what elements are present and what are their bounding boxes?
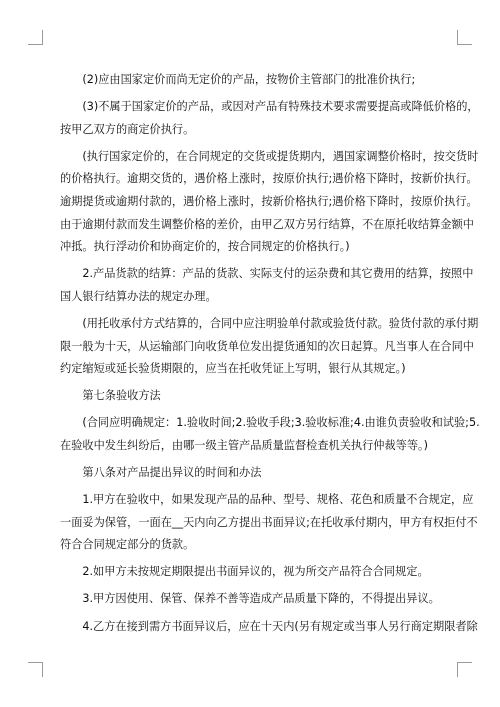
text-line: 在验收中发生纠纷后，由哪一级主管产品质量监督检查机关执行仲裁等等。) <box>60 438 428 452</box>
text-line: 第七条验收方法 <box>60 389 161 403</box>
text-line: (合同应明确规定：1.验收时间;2.验收手段;3.验收标准;4.由谁负责验收和试验;5. <box>60 416 480 430</box>
text-line: 1.甲方在验收中，如果发现产品的品种、型号、规格、花色和质量不合规定，应 <box>60 493 474 507</box>
text-line: (3)不属于国家定价的产品，或因对产品有特殊技术要求需要提高或降低价格的， <box>60 100 479 114</box>
text-line: (用托收承付方式结算的，合同中应注明验单付款或验货付款。验货付款的承付期 <box>60 316 479 330</box>
paragraph <box>60 96 479 141</box>
paragraph <box>60 462 446 485</box>
crop-mark-top-left <box>28 30 43 45</box>
paragraph <box>60 313 479 381</box>
text-line: 限一般为十天，从运输部门向收货单位发出提货通知的次日起算。凡当事人在合同中 <box>60 339 474 353</box>
text-line: 3.甲方因使用、保管、保养不善等造成产品质量下降的，不得提出异议。 <box>60 592 440 606</box>
text-line: 的价格执行。逾期交货的，遇价格上涨时，按原价执行;遇价格下降时，按新价执行。 <box>60 172 478 186</box>
crop-mark-bottom-right <box>457 662 472 677</box>
paragraph <box>60 561 446 584</box>
text-line: 一面妥为保管，一面在__天内向乙方提出书面异议;在托收承付期内，甲方有权拒付不 <box>60 515 478 529</box>
text-line: 符合合同规定部分的货款。 <box>60 538 195 552</box>
text-line: 由于逾期付款而发生调整价格的差价，由甲乙双方另行结算，不在原托收结算金额中 <box>60 217 474 231</box>
document-body <box>60 69 480 643</box>
paragraph <box>60 263 474 308</box>
text-line: 2.如甲方未按规定期限提出书面异议的，视为所交产品符合合同规定。 <box>60 565 429 579</box>
text-line: 2.产品货款的结算：产品的货款、实际支付的运杂费和其它费用的结算，按照中 <box>60 267 474 281</box>
paragraph <box>60 385 446 408</box>
paragraph <box>60 146 479 259</box>
paragraph <box>60 69 446 92</box>
text-line: 第八条对产品提出异议的时间和办法 <box>60 466 262 479</box>
crop-mark-top-right <box>457 30 472 45</box>
text-line: 按甲乙双方的商定价执行。 <box>60 122 195 136</box>
text-line: (执行国家定价的，在合同规定的交货或提货期内，遇国家调整价格时，按交货时 <box>60 149 479 163</box>
text-line: (2)应由国家定价而尚无定价的产品，按物价主管部门的批准价执行; <box>60 73 416 86</box>
paragraph <box>60 412 480 457</box>
text-line: 4.乙方在接到需方书面异议后，应在十天内(另有规定或当事人另行商定期限者除 <box>60 619 478 633</box>
text-line: 冲抵。执行浮动价和协商定价的，按合同规定的价格执行。) <box>60 240 350 254</box>
text-line: 逾期提货或逾期付款的，遇价格上涨时，按新价格执行;遇价格下降时，按原价执行。 <box>60 194 478 208</box>
crop-mark-bottom-left <box>28 662 43 677</box>
text-line: 国人银行结算办法的规定办理。 <box>60 289 217 303</box>
text-line: 约定缩短或延长验货期限的，应当在托收凭证上写明，银行从其规定。) <box>60 362 406 376</box>
paragraph <box>60 489 478 557</box>
paragraph <box>60 588 446 611</box>
paragraph <box>60 616 478 639</box>
